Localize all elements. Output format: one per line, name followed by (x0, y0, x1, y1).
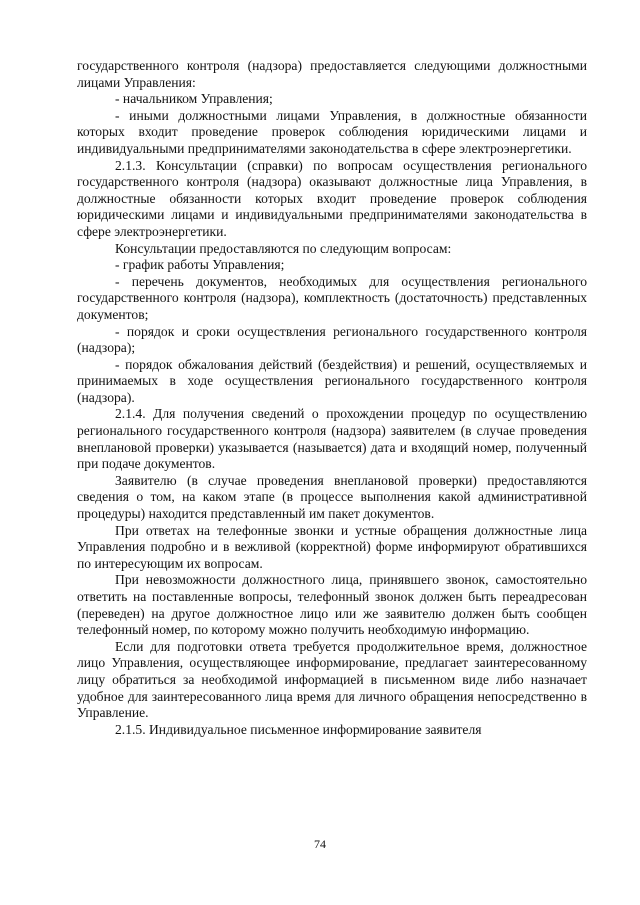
consultation-topics-intro: Консультации предоставляются по следующим вопросам: (115, 240, 452, 256)
page-number: 74 (314, 837, 326, 851)
list-item-other-officials: - иными должностными лицами Управления, в должностные обязанности которых входит проведение проверок соблюдения юридическими лицами и индивидуальными предпринимателями законодательства в сфере электроэнергетики. (77, 107, 587, 156)
section-2-1-4: 2.1.4. Для получения сведений о прохождении процедур по осуществлению регионального государственного контроля (надзора) заявителем (в случае проведения внеплановой проверки) указывается (называется) дата и входящий номер, полученный при подаче документов. (77, 406, 587, 472)
list-item-documents: - перечень документов, необходимых для осуществления регионального государственного контроля (надзора), комплектность (достаточность) представленных документов; (77, 273, 587, 322)
paragraph-phone-calls: При ответах на телефонные звонки и устные обращения должностные лица Управления подробно и в вежливой (корректной) форме информируют обратившихся по интересующим их вопросам. (77, 522, 587, 571)
document-page (77, 58, 587, 738)
section-2-1-5: 2.1.5. Индивидуальное письменное информирование заявителя (115, 721, 482, 737)
paragraph-long-answer: Если для подготовки ответа требуется продолжительное время, должностное лицо Управления, осуществляющее информирование, предлагает заинтересованному лицу обратиться за необходимой информацией в письменном виде либо назначает удобное для заинтересованного лица время для личного обращения непосредственно в Управление. (77, 638, 587, 721)
paragraph-call-redirect: При невозможности должностного лица, принявшего звонок, самостоятельно ответить на поставленные вопросы, телефонный звонок должен быть переадресован (переведен) на другое должностное лицо или же заявителю должен быть сообщен телефонный номер, по которому можно получить необходимую информацию. (77, 572, 587, 638)
section-2-1-3: 2.1.3. Консультации (справки) по вопросам осуществления регионального государственного контроля (надзора) оказывают должностные лица Управления, в должностные обязанности которых входит проведение проверок соблюдения юридическими лицами и индивидуальными предпринимателями законодательства в сфере электроэнергетики. (77, 157, 587, 239)
list-item-head: - начальником Управления; (115, 91, 273, 107)
paragraph-continuation: государственного контроля (надзора) предоставляется следующими должностными лицами Управления: (77, 58, 587, 90)
paragraph-applicant-info: Заявителю (в случае проведения внеплановой проверки) предоставляются сведения о том, на каком этапе (в процессе выполнения какой административной процедуры) находится представленный им пакет документов. (77, 472, 587, 522)
list-item-schedule: - график работы Управления; (115, 257, 285, 273)
list-item-appeal: - порядок обжалования действий (бездействия) и решений, осуществляемых и принимаемых в ходе осуществления регионального государственного контроля (надзора). (77, 356, 587, 405)
list-item-procedure-terms: - порядок и сроки осуществления регионального государственного контроля (надзора); (77, 323, 587, 356)
